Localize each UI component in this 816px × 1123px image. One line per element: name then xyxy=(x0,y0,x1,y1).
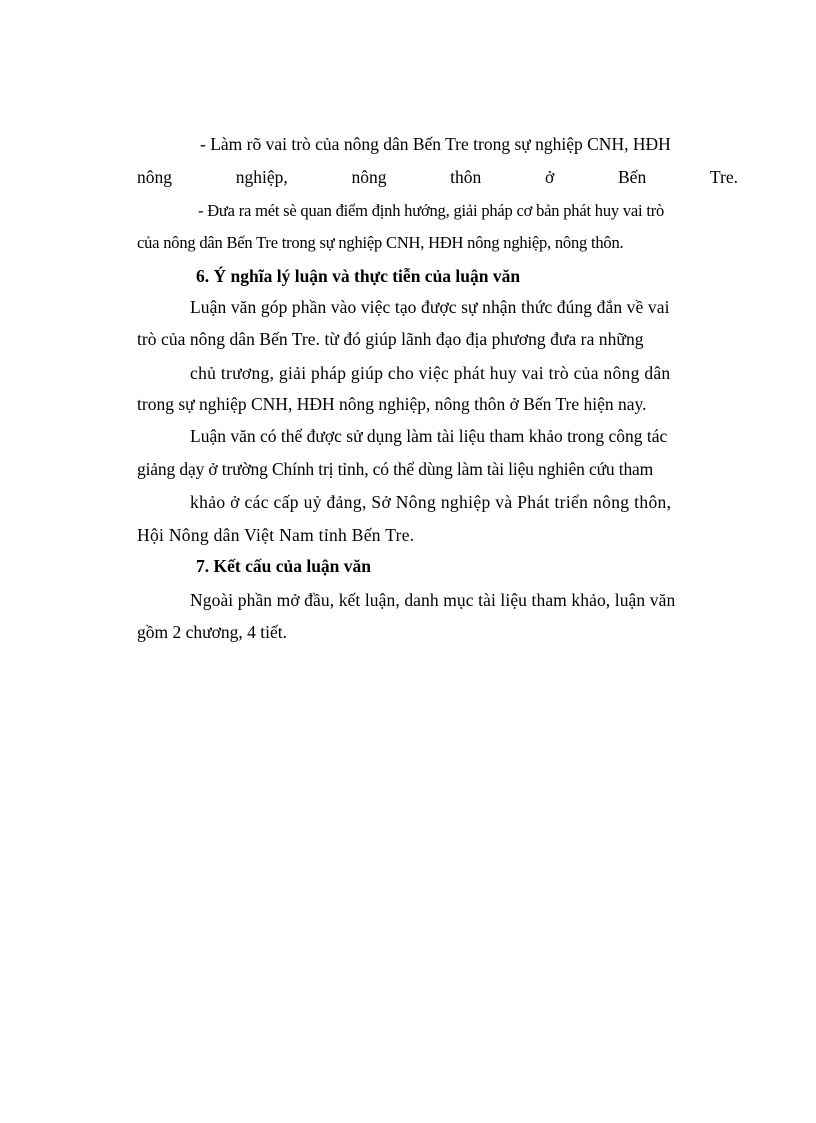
paragraph-1-line-1 xyxy=(200,133,738,155)
paragraph-2-line-2 xyxy=(137,232,623,254)
paragraph-3-line-3 xyxy=(190,362,670,384)
paragraph-3-line-2 xyxy=(137,328,644,350)
paragraph-4-line-2-text: giảng dạy ở trường Chính trị tỉnh, có thể dùng làm tài liệu nghiên cứu tham xyxy=(137,459,654,479)
paragraph-4-line-1-text: Luận văn có thể được sử dụng làm tài liệu tham khảo trong công tác xyxy=(190,426,668,446)
paragraph-5-line-2 xyxy=(137,621,287,643)
word: thôn xyxy=(450,167,482,187)
paragraph-5-line-1 xyxy=(190,589,675,611)
paragraph-4-line-3-text: khảo ở các cấp uỷ đảng, Sở Nông nghiệp và Phát triển nông thôn, xyxy=(190,492,672,512)
word: Tre. xyxy=(709,167,738,187)
paragraph-1-line-1-text: - Làm rõ vai trò của nông dân Bến Tre trong sự nghiệp CNH, HĐH xyxy=(200,134,671,154)
paragraph-4-line-4 xyxy=(137,524,414,546)
section-heading-7 xyxy=(196,555,371,577)
paragraph-4-line-4-text: Hội Nông dân Việt Nam tỉnh Bến Tre. xyxy=(137,525,415,545)
paragraph-3-line-4-text: trong sự nghiệp CNH, HĐH nông nghiệp, nông thôn ở Bến Tre hiện nay. xyxy=(137,394,647,414)
paragraph-2-line-2-text: của nông dân Bến Tre trong sự nghiệp CNH, HĐH nông nghiệp, nông thôn. xyxy=(137,233,624,252)
word: ở xyxy=(545,167,555,187)
section-heading-6-text: 6. Ý nghĩa lý luận và thực tiễn của luận văn xyxy=(196,266,521,286)
paragraph-3-line-1-text: Luận văn góp phần vào việc tạo được sự nhận thức đúng đắn về vai xyxy=(190,297,670,317)
word: nông xyxy=(137,167,172,187)
paragraph-5-line-2-text: gồm 2 chương, 4 tiết. xyxy=(137,622,287,642)
paragraph-3-line-1 xyxy=(190,296,670,318)
section-heading-6 xyxy=(196,265,520,287)
paragraph-5-line-1-text: Ngoài phần mở đầu, kết luận, danh mục tài liệu tham khảo, luận văn xyxy=(190,590,676,610)
paragraph-4-line-2 xyxy=(137,458,653,480)
paragraph-2-line-1-text: - Đưa ra mét sè quan điểm định hướng, giải pháp cơ bản phát huy vai trò xyxy=(198,201,665,220)
paragraph-4-line-1 xyxy=(190,425,667,447)
paragraph-3-line-4 xyxy=(137,393,647,415)
word: nông xyxy=(351,167,387,187)
word: Bến xyxy=(618,167,647,187)
section-heading-7-text: 7. Kết cấu của luận văn xyxy=(196,556,372,576)
paragraph-3-line-2-text: trò của nông dân Bến Tre. từ đó giúp lãnh đạo địa phương đưa ra những xyxy=(137,329,644,349)
word: nghiệp, xyxy=(235,167,288,187)
paragraph-1-line-2 xyxy=(137,166,738,188)
paragraph-2-line-1 xyxy=(198,200,664,222)
paragraph-4-line-3 xyxy=(190,491,671,513)
paragraph-3-line-3-text: chủ trương, giải pháp giúp cho việc phát huy vai trò của nông dân xyxy=(190,363,671,383)
